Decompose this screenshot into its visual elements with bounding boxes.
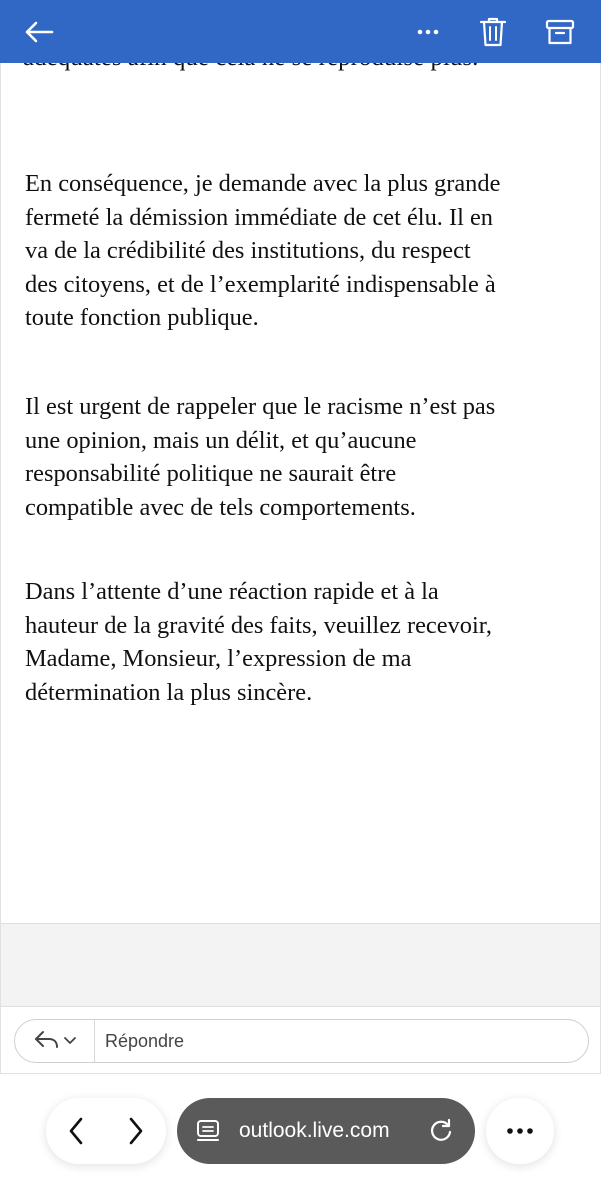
- back-arrow-icon[interactable]: [18, 12, 60, 52]
- navigation-buttons: [46, 1098, 166, 1164]
- message-toolbar: [0, 0, 601, 63]
- email-body: [0, 63, 601, 923]
- url-text: outlook.live.com: [239, 1119, 390, 1142]
- email-paragraph: Dans l’attente d’une réaction rapide et à la hauteur de la gravité des faits, veuillez recevoir, Madame, Monsieur, l’expression de ma détermination la plus sincère.: [25, 578, 492, 706]
- archive-icon[interactable]: [539, 12, 581, 52]
- reply-options-button[interactable]: [15, 1020, 95, 1062]
- page-icon[interactable]: [195, 1118, 221, 1144]
- reply-bar: [0, 1006, 601, 1074]
- email-paragraph: Il est urgent de rappeler que le racisme n’est pas une opinion, mais un délit, et qu’aucune responsabilité politique ne saurait être compatible avec de tels comportements.: [25, 393, 496, 521]
- reload-icon[interactable]: [427, 1117, 455, 1145]
- email-paragraph: En conséquence, je demande avec la plus grande fermeté la démission immédiate de cet élu. Il en va de la crédibilité des institutions, du respect des citoyens, et de l’exemplarité indispensable à toute fonction publique.: [25, 170, 501, 332]
- forward-chevron-icon[interactable]: [106, 1098, 166, 1164]
- back-chevron-icon[interactable]: [46, 1098, 106, 1164]
- browser-toolbar: [0, 1075, 601, 1200]
- message-footer-area: [0, 923, 601, 1006]
- address-bar[interactable]: [177, 1098, 475, 1164]
- chevron-down-icon: [63, 1032, 77, 1050]
- reply-icon: [33, 1029, 59, 1054]
- reply-input[interactable]: [103, 1020, 573, 1062]
- trash-icon[interactable]: [472, 12, 514, 52]
- more-icon[interactable]: [486, 1098, 554, 1164]
- more-options-icon[interactable]: [408, 12, 448, 52]
- reply-box: [14, 1019, 589, 1063]
